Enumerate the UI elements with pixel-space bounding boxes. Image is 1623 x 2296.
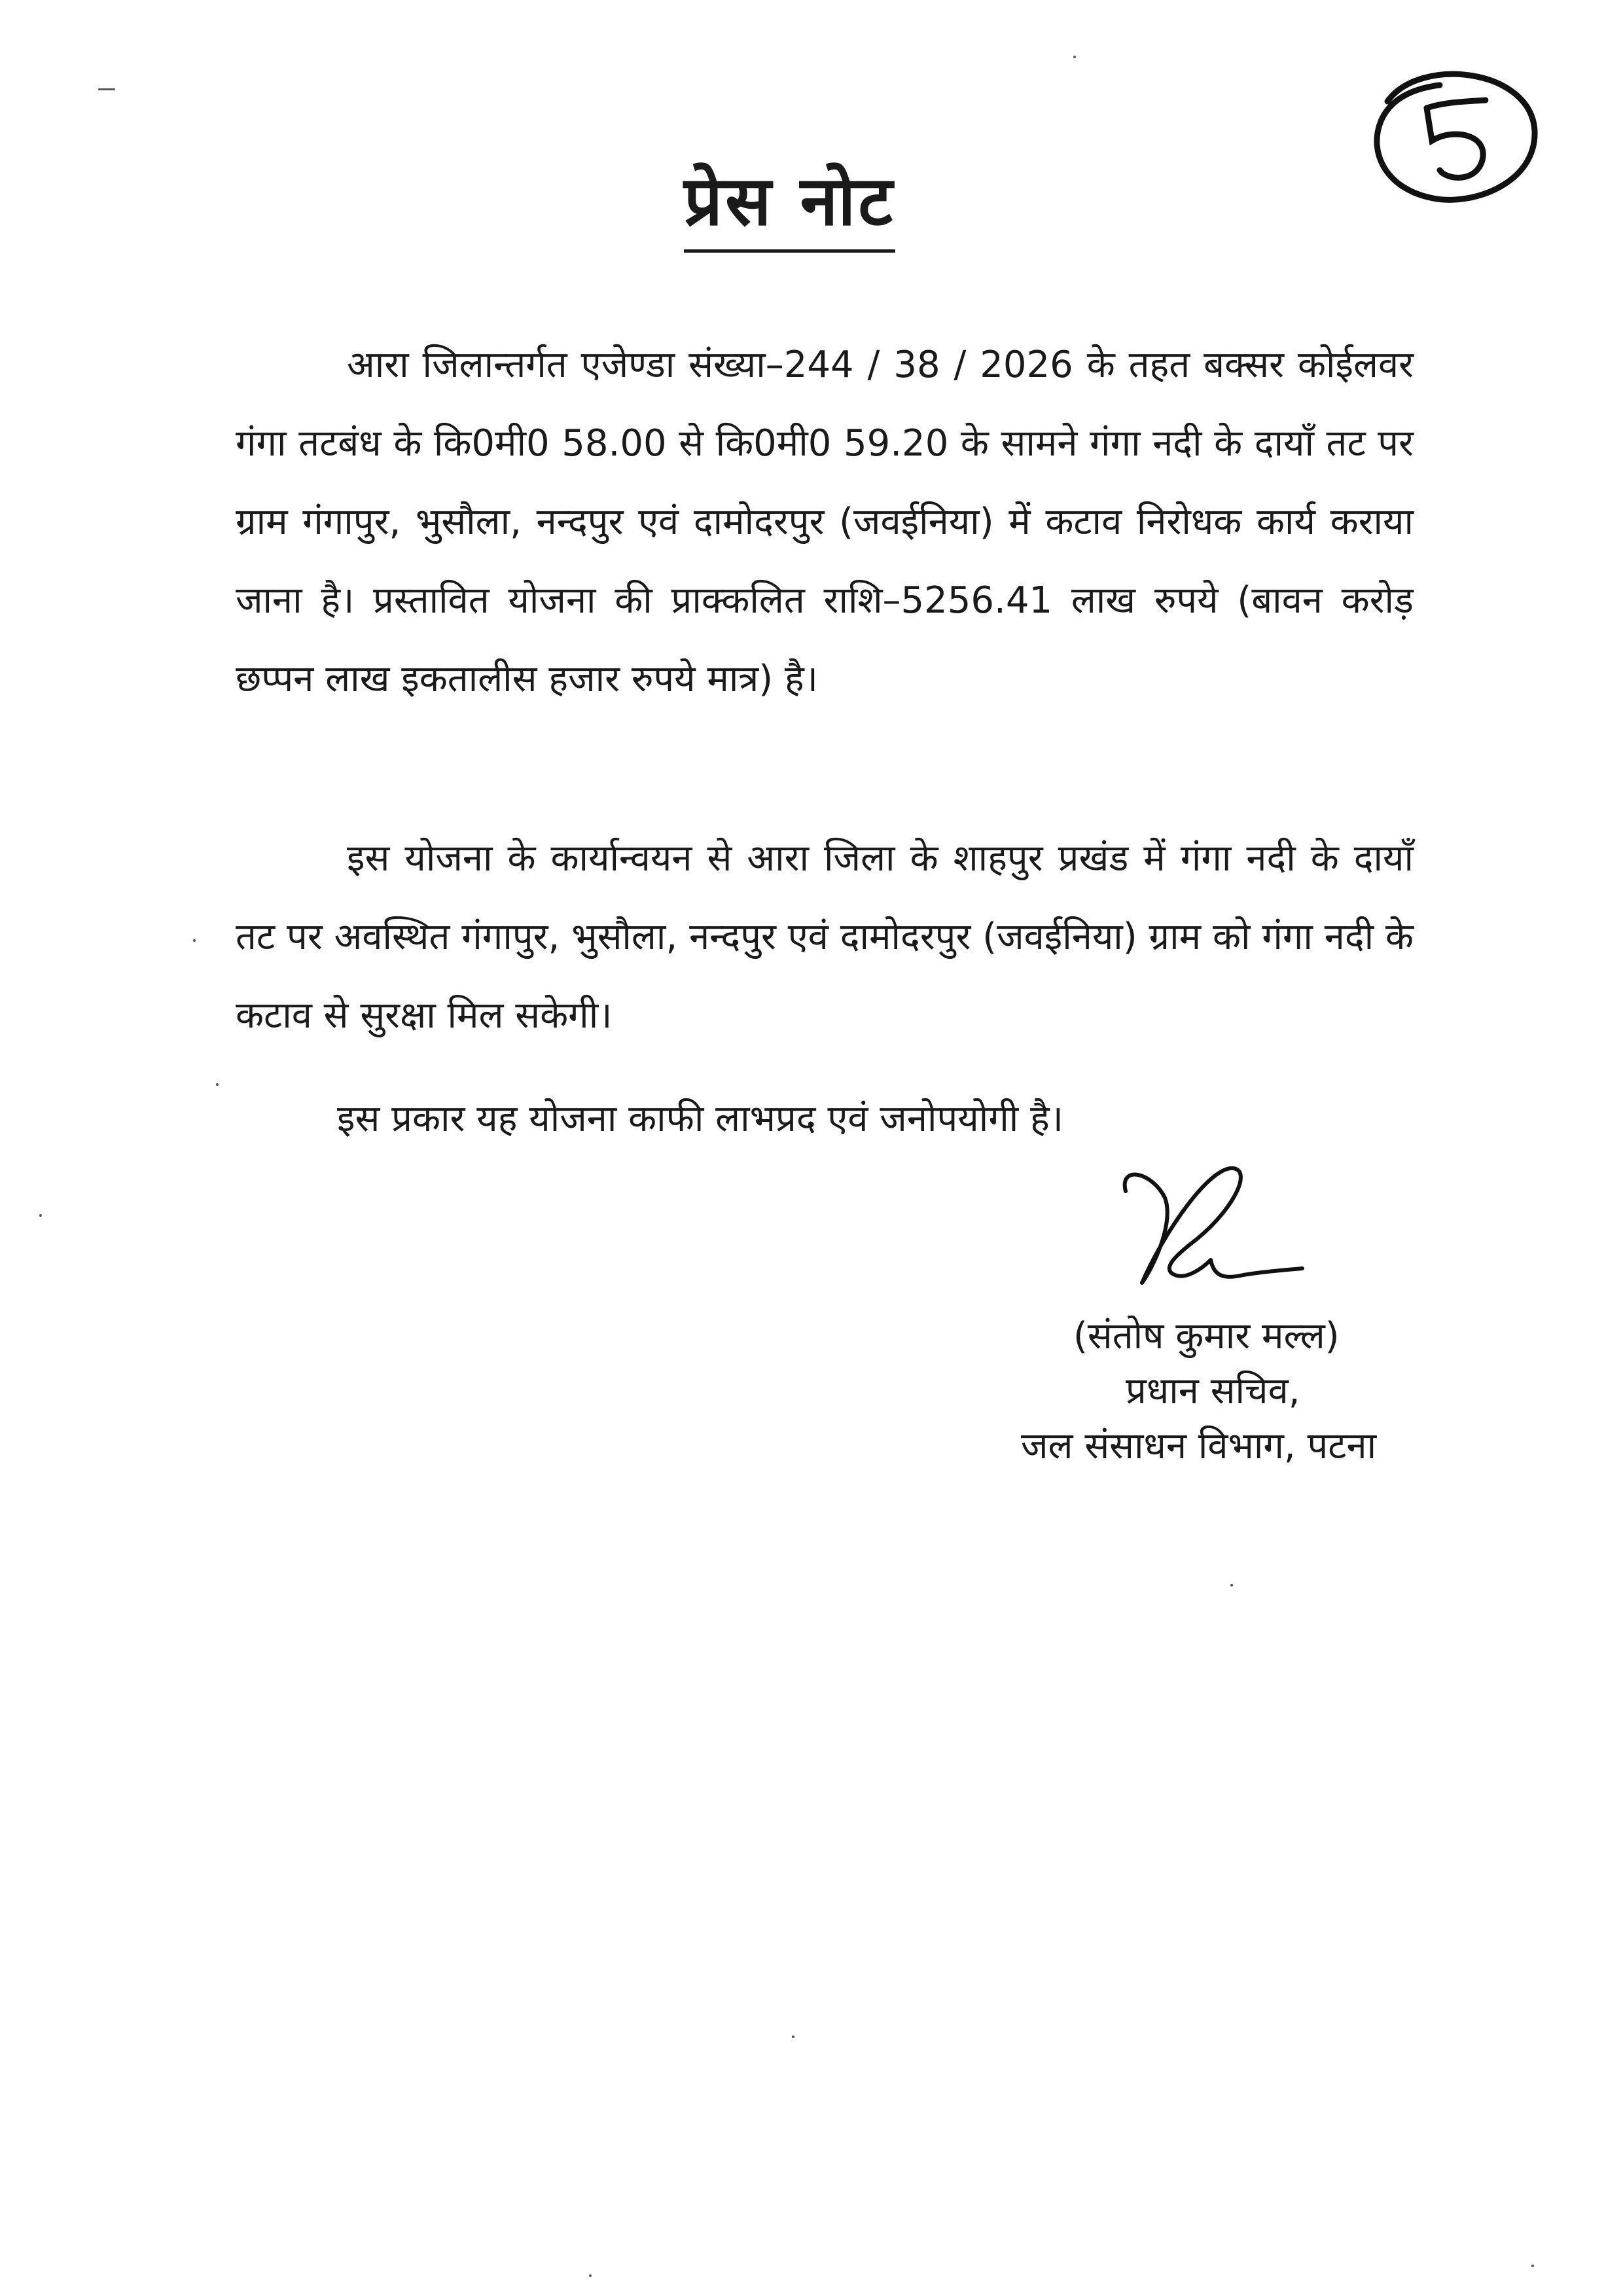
body-paragraph-3	[337, 1080, 1319, 1158]
scan-speck	[39, 1214, 42, 1217]
page-title: प्रेस नोट	[684, 167, 895, 253]
paragraph-text: इस योजना के कार्यान्वयन से आरा जिला के शाहपुर प्रखंड में गंगा नदी के दायाँ तट पर अवस्थित गंगापुर, भुसौला, नन्दपुर एवं दामोदरपुर (जवईनिया) ग्राम को गंगा नदी के कटाव से सुरक्षा मिल सकेगी।	[236, 837, 1414, 1037]
handwritten-page-number	[1361, 62, 1544, 213]
scan-speck	[193, 939, 196, 942]
body-paragraph-2	[236, 819, 1414, 1055]
scan-speck	[1073, 56, 1076, 58]
scan-speck	[1230, 1584, 1233, 1587]
signatory-name: (संतोष कुमार मल्ल)	[1073, 1315, 1340, 1357]
scan-speck	[216, 1083, 219, 1086]
scan-speck	[792, 2036, 794, 2038]
signatory-designation: प्रधान सचिव,	[1126, 1370, 1300, 1412]
paragraph-text: आरा जिलान्तर्गत एजेण्डा संख्या–244 / 38 / 2026 के तहत बक्सर कोईलवर गंगा तटबंध के कि0मी0 58.00 से कि0मी0 59.20 के सामने गंगा नदी के दायाँ तट पर ग्राम गंगापुर, भुसौला, नन्दपुर एवं दामोदरपुर (जवईनिया) में कटाव निरोधक कार्य कराया जाना है। प्रस्तावित योजना की प्राक्कलित राशि–5256.41 लाख रुपये (बावन करोड़ छप्पन लाख इकतालीस हजार रुपये मात्र) है।	[236, 344, 1414, 700]
signatory-department: जल संसाधन विभाग, पटना	[1021, 1425, 1377, 1467]
scan-speck	[98, 88, 115, 90]
body-paragraph-1	[236, 326, 1414, 719]
scan-speck	[589, 2274, 592, 2277]
signature-block	[995, 1309, 1453, 1474]
handwritten-signature	[1113, 1152, 1309, 1302]
paragraph-text: इस प्रकार यह योजना काफी लाभप्रद एवं जनोपयोगी है।	[337, 1098, 1064, 1140]
scan-speck	[1531, 2265, 1534, 2267]
